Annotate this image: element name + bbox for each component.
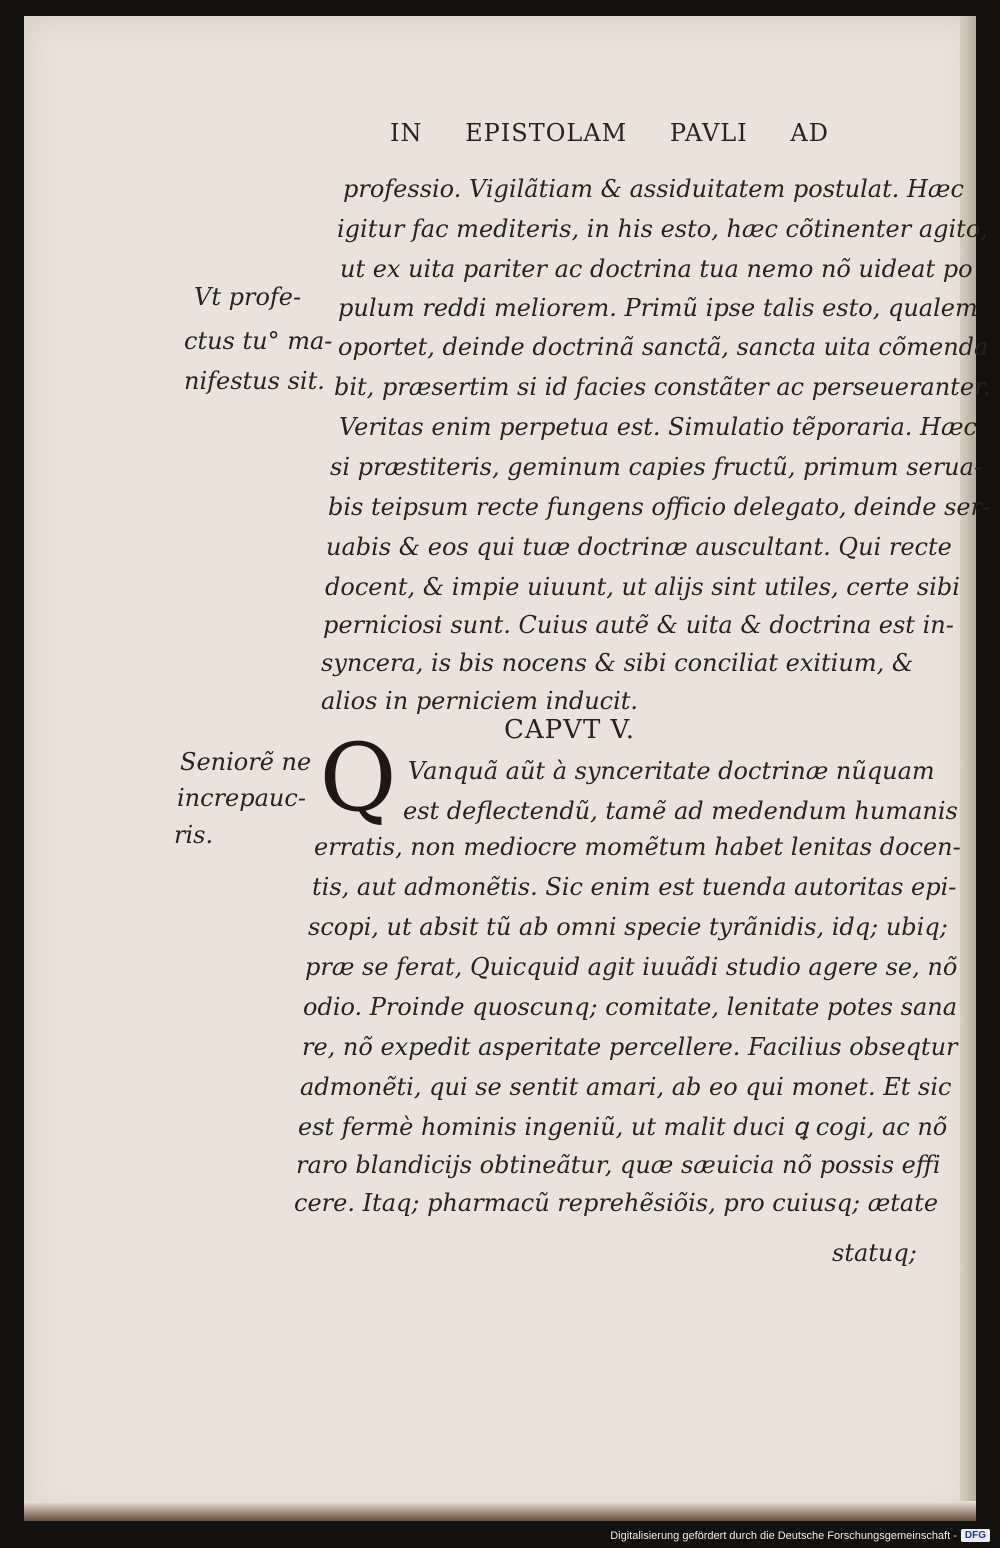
body-line: raro blandicijs obtineãtur, quæ sæuicia nõ possis effi <box>296 1151 941 1179</box>
body-line: admonẽti, qui se sentit amari, ab eo qui monet. Et sic <box>300 1073 952 1101</box>
body-line: Vanquã aũt à synceritate doctrinæ nũquam <box>408 757 935 785</box>
dfg-logo: DFG <box>961 1529 990 1542</box>
body-line: uabis & eos qui tuæ doctrinæ auscultant. Qui recte <box>326 533 952 561</box>
body-line: si præstiteris, geminum capies fructũ, primum serua- <box>330 453 983 481</box>
margin-note-line: Seniorẽ ne <box>180 748 312 776</box>
header-word: AD <box>790 119 829 147</box>
body-line: bit, præsertim si id facies constãter ac perseueranter. <box>334 373 991 401</box>
body-line: præ se ferat, Quicquid agit iuuãdi studio agere se, nõ <box>305 953 958 981</box>
body-line: est fermè hominis ingeniũ, ut malit duci ꝗ cogi, ac nõ <box>298 1113 948 1141</box>
body-line: scopi, ut absit tũ ab omni specie tyrãnidis, idq; ubiq; <box>308 913 948 941</box>
body-line: syncera, is bis nocens & sibi conciliat exitium, & <box>321 649 914 677</box>
body-line: professio. Vigilãtiam & assiduitatem postulat. Hæc <box>343 175 964 203</box>
body-line: cere. Itaq; pharmacũ reprehẽsiõis, pro cuiusq; ætate <box>294 1189 939 1217</box>
margin-note-line: ctus tu° ma- <box>184 327 333 355</box>
margin-note-line: nifestus sit. <box>184 367 325 395</box>
body-line: pulum reddi meliorem. Primũ ipse talis esto, qualem <box>338 294 978 322</box>
margin-note-line: Vt profe- <box>194 283 302 311</box>
body-line: docent, & impie uiuunt, ut alijs sint utiles, certe sibi <box>325 573 960 601</box>
catchword: statuq; <box>832 1239 917 1267</box>
body-line: odio. Proinde quoscunq; comitate, lenitate potes sana <box>303 993 958 1021</box>
body-line: erratis, non mediocre momẽtum habet lenitas docen- <box>314 833 961 861</box>
body-line: Veritas enim perpetua est. Simulatio tẽporaria. Hæc <box>339 413 977 441</box>
header-word: EPISTOLAM <box>465 119 628 147</box>
body-line: tis, aut admonẽtis. Sic enim est tuenda autoritas epi- <box>312 873 957 901</box>
margin-note-line: increpauc- <box>177 784 306 812</box>
page-bottom-edge <box>24 1501 976 1521</box>
body-line: perniciosi sunt. Cuius autẽ & uita & doctrina est in- <box>323 611 954 639</box>
body-line: alios in perniciem inducit. <box>321 687 639 715</box>
drop-cap: Q <box>319 724 397 833</box>
chapter-heading: CAPVT V. <box>504 715 636 745</box>
body-line: oportet, deinde doctrinã sanctã, sancta uita cõmenda <box>338 333 989 361</box>
credit-text: Digitalisierung gefördert durch die Deutsche Forschungsgemeinschaft - <box>610 1529 957 1542</box>
running-header <box>390 119 930 147</box>
margin-note-line: ris. <box>174 821 214 849</box>
body-line: igitur fac mediteris, in his esto, hæc cõtinenter agito, <box>337 215 988 243</box>
body-line: re, nõ expedit asperitate percellere. Facilius obseqtur <box>302 1033 958 1061</box>
body-line: bis teipsum recte fungens officio delegato, deinde ser- <box>328 493 991 521</box>
header-word: IN <box>390 119 423 147</box>
digitization-credit <box>610 1529 990 1542</box>
header-word: PAVLI <box>669 119 748 147</box>
body-line: ut ex uita pariter ac doctrina tua nemo nõ uideat po <box>340 255 973 283</box>
body-line: est deflectendũ, tamẽ ad medendum humanis <box>403 797 958 825</box>
